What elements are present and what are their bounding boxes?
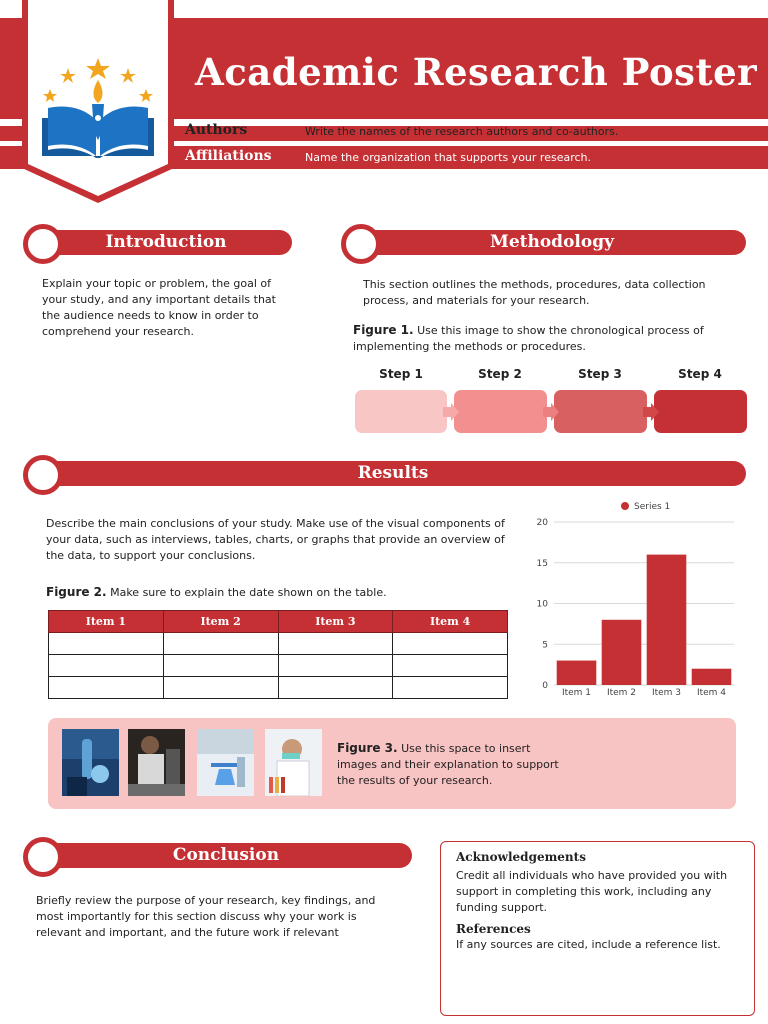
table-cell: [393, 655, 508, 677]
step-1-box: [355, 390, 447, 433]
methodology-heading: Methodology: [490, 232, 614, 252]
step-3-label: Step 3: [578, 367, 622, 381]
figure2-label: Figure 2.: [46, 585, 107, 599]
table-header-cell: Item 3: [278, 611, 393, 633]
authors-text: Write the names of the research authors and co-authors.: [305, 125, 619, 138]
chart-legend-marker: [621, 502, 629, 510]
chart-bar: [557, 661, 597, 685]
chart-x-tick-label: Item 1: [561, 688, 592, 698]
figure1-caption: [353, 322, 733, 355]
chart-y-tick-label: 0: [542, 681, 548, 691]
references-body: If any sources are cited, include a reference list.: [456, 938, 721, 951]
results-header: [40, 461, 746, 486]
table-cell: [49, 677, 164, 699]
table-cell: [49, 655, 164, 677]
chart-x-tick-label: Item 2: [606, 688, 637, 698]
chart-bar: [692, 669, 732, 685]
introduction-heading: Introduction: [105, 232, 227, 252]
figure2-caption: [46, 584, 506, 601]
lab-photo-3: [197, 729, 254, 796]
arrow-right-icon: [543, 403, 561, 421]
acknowledgements-body: Credit all individuals who have provided you with support in completing this work, including any funding support.: [456, 869, 728, 914]
introduction-body: Explain your topic or problem, the goal of your study, and any important details that the audience needs to know in order to comprehend your research.: [42, 277, 276, 338]
results-body: Describe the main conclusions of your study. Make use of the visual components of your data, such as interviews, tables, charts, or graphs that provide an overview of the data, to support your conclusions.: [46, 517, 505, 562]
figure3-label: Figure 3.: [337, 741, 398, 755]
table-header-row: [49, 611, 508, 633]
results-table: [48, 610, 508, 699]
methodology-circle: [341, 224, 381, 264]
table-header-cell: Item 1: [49, 611, 164, 633]
table-row: [49, 677, 508, 699]
step-2-label: Step 2: [478, 367, 522, 381]
figure2-text: Make sure to explain the date shown on the table.: [110, 586, 387, 599]
table-cell: [393, 677, 508, 699]
table-cell: [278, 655, 393, 677]
table-cell: [163, 633, 278, 655]
table-row: [49, 655, 508, 677]
chart-y-tick-label: 20: [536, 518, 548, 528]
step-1-label: Step 1: [379, 367, 423, 381]
step-4-label: Step 4: [678, 367, 722, 381]
table-cell: [163, 655, 278, 677]
lab-photo-4: [265, 729, 322, 796]
table-cell: [49, 633, 164, 655]
introduction-header: [40, 230, 292, 255]
logo-banner: [22, 0, 174, 205]
chart-y-tick-label: 10: [536, 599, 548, 610]
figure3-caption: [337, 740, 572, 789]
table-row: [49, 633, 508, 655]
poster-title: Academic Research Poster: [195, 50, 758, 94]
chart-legend-label: Series 1: [634, 502, 671, 512]
chart-x-tick-label: Item 3: [651, 688, 682, 698]
table-cell: [278, 677, 393, 699]
step-3-box: [554, 390, 647, 433]
figure1-text: Use this image to show the chronological process of implementing the methods or procedures.: [353, 324, 704, 353]
conclusion-circle: [23, 837, 63, 877]
results-circle: [23, 455, 63, 495]
conclusion-body: Briefly review the purpose of your research, key findings, and most importantly for this section discuss why your work is relevant and important, and the future work if relevant: [36, 894, 376, 939]
table-cell: [163, 677, 278, 699]
lab-photo-2: [128, 729, 185, 796]
arrow-right-icon: [643, 403, 661, 421]
chart-bar: [602, 620, 642, 685]
references-heading: References: [456, 922, 531, 936]
table-cell: [278, 633, 393, 655]
methodology-body: This section outlines the methods, procedures, data collection process, and materials for your research.: [363, 278, 706, 307]
table-header-cell: Item 4: [393, 611, 508, 633]
chart-y-tick-label: 5: [542, 640, 548, 651]
results-heading: Results: [357, 463, 429, 483]
step-2-box: [454, 390, 547, 433]
conclusion-heading: Conclusion: [172, 845, 280, 865]
authors-label: Authors: [185, 122, 248, 138]
figure1-label: Figure 1.: [353, 323, 414, 337]
affiliations-text: Name the organization that supports your research.: [305, 151, 591, 164]
chart-y-tick-label: 15: [536, 558, 548, 569]
chart-x-tick-label: Item 4: [696, 688, 727, 698]
figure3-text: Use this space to insert images and their explanation to support the results of your research.: [337, 742, 559, 787]
results-bar-chart: [528, 496, 743, 700]
conclusion-header: [40, 843, 412, 868]
step-4-box: [654, 390, 747, 433]
arrow-right-icon: [443, 403, 461, 421]
table-header-cell: Item 2: [163, 611, 278, 633]
affiliations-label: Affiliations: [185, 148, 272, 164]
table-cell: [393, 633, 508, 655]
introduction-circle: [23, 224, 63, 264]
lab-photo-1: [62, 729, 119, 796]
methodology-header: [358, 230, 746, 255]
chart-bar: [647, 555, 687, 685]
acknowledgements-heading: Acknowledgements: [456, 850, 586, 864]
